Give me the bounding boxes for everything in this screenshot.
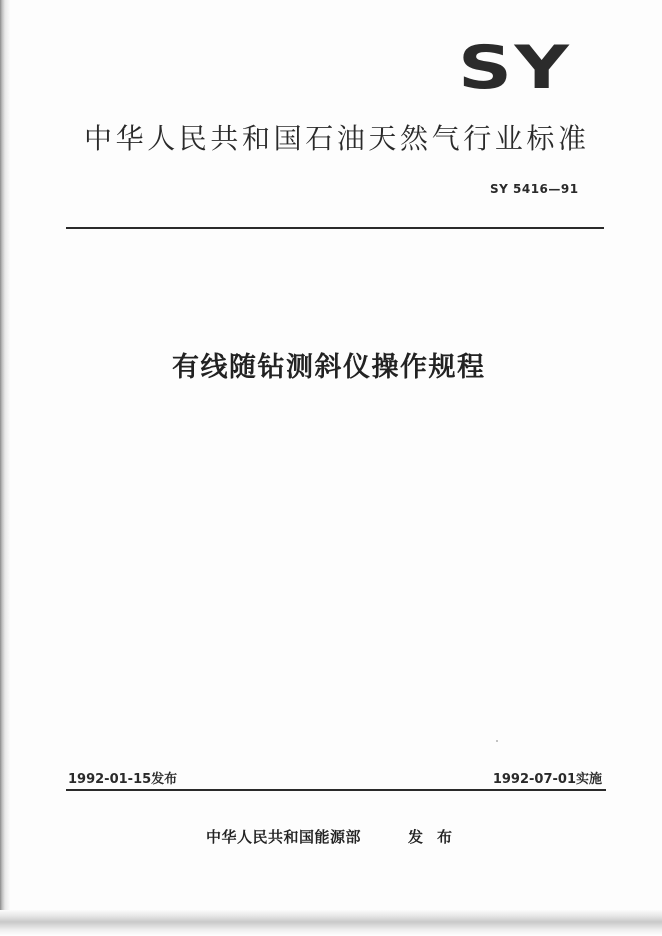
publish-label: 发布 xyxy=(408,828,467,846)
scan-shadow-bottom xyxy=(0,910,662,936)
implementation-date: 1992-07-01实施 xyxy=(492,772,602,787)
issue-date: 1992-01-15发布 xyxy=(68,772,178,787)
top-divider xyxy=(66,227,604,229)
scan-speck xyxy=(496,740,498,742)
standard-code: SY 5416—91 xyxy=(490,182,579,196)
document-title: 有线随钻测斜仪操作规程 xyxy=(172,352,486,383)
standard-category-heading: 中华人民共和国石油天然气行业标准 xyxy=(84,122,590,155)
bottom-divider xyxy=(66,789,606,791)
scan-shadow-left xyxy=(0,0,10,936)
sy-logo: SY xyxy=(458,33,572,103)
publisher-name: 中华人民共和国能源部 xyxy=(206,828,362,846)
